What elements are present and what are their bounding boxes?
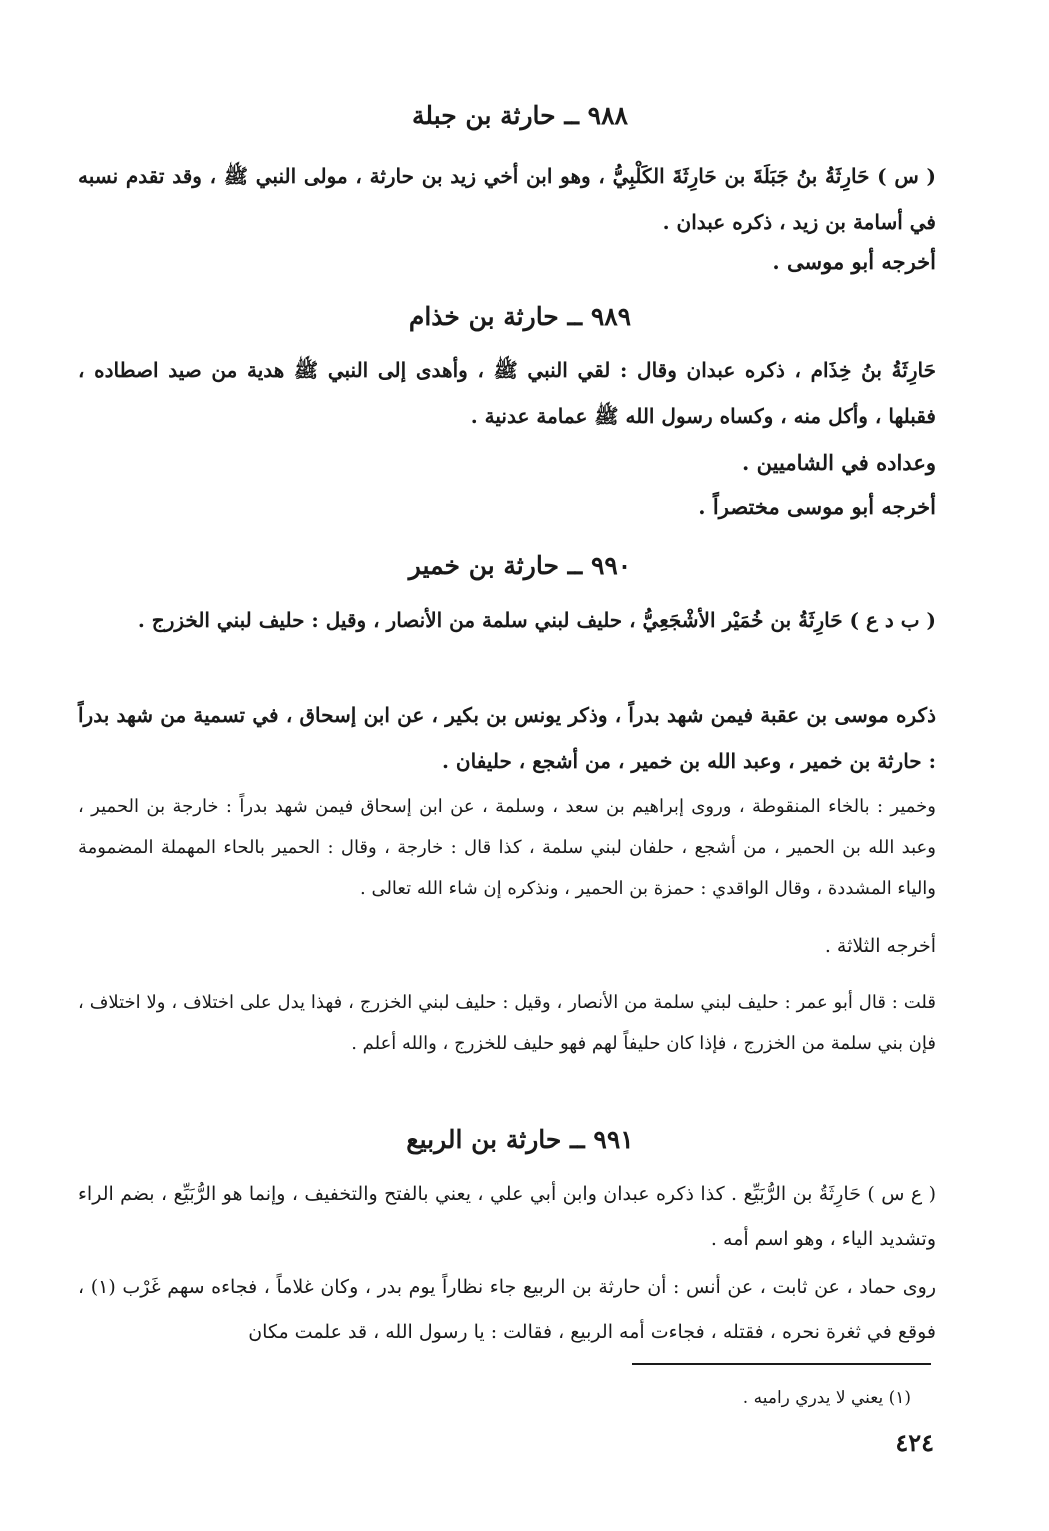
entry-paragraph: ذكره موسى بن عقبة فيمن شهد بدراً ، وذكر يونس بن بكير ، عن ابن إسحاق ، في تسمية من شهد بدراً : حارثة بن خمير ، وعبد الله بن خمير ، من أشجع ، حليفان . [78, 703, 936, 773]
entry-heading: ٩٩١ ــ حارثة بن الربيع [406, 1125, 634, 1154]
page-number: ٤٢٤ [895, 1428, 934, 1457]
entry-paragraph: أخرجه أبو موسى مختصراً . [698, 494, 936, 519]
footnote: (١) يعني لا يدري راميه . [742, 1388, 911, 1408]
entry-paragraph: قلت : قال أبو عمر : حليف لبني سلمة من الأنصار ، وقيل : حليف لبني الخزرج ، فهذا يدل على اختلاف ، ولا اختلاف ، فإن بني سلمة من الخزرج ، فإذا كان حليفاً لهم فهو حليف للخزرج ، والله أعلم . [78, 992, 936, 1054]
entry-paragraph: وخمير : بالخاء المنقوطة ، وروى إبراهيم بن سعد ، وسلمة ، عن ابن إسحاق فيمن شهد بدراً : خارجة بن الحمير ، وعبد الله بن الحمير ، من أشجع ، حلفان لبني سلمة ، كذا قال : خارجة ، وقال : الحمير بالحاء المهملة المضمومة والياء المشددة ، وقال الواقدي : حمزة بن الحمير ، ونذكره إن شاء الله تعالى . [78, 796, 936, 899]
entry-paragraph: حَارِثَةُ بنُ خِذَام ، ذكره عبدان وقال : لقي النبي ﷺ ، وأهدى إلى النبي ﷺ هدية من صيد اصطاده ، فقبلها ، وأكل منه ، وكساه رسول الله ﷺ عمامة عدنية . [78, 358, 936, 428]
entry-paragraph: ( س ) حَارِثَةُ بنُ جَبَلَةَ بن حَارِثَةَ الكَلْبِيُّ ، وهو ابن أخي زيد بن حارثة ، مولى النبي ﷺ ، وقد تقدم نسبه في أسامة بن زيد ، ذكره عبدان . [78, 164, 936, 234]
entry-paragraph: ( ب د ع ) حَارِثَةُ بن خُمَيْر الأشْجَعِيُّ ، حليف لبني سلمة من الأنصار ، وقيل : حليف لبني الخزرج . [137, 608, 936, 632]
entry-heading: ٩٨٩ ــ حارثة بن خذام [408, 302, 632, 331]
entry-paragraph: أخرجه الثلاثة . [824, 935, 936, 957]
entry-heading: ٩٩٠ ــ حارثة بن خمير [408, 551, 632, 580]
entry-paragraph: وعداده في الشاميين . [742, 450, 936, 475]
footnote-divider [632, 1363, 931, 1365]
entry-heading: ٩٨٨ ــ حارثة بن جبلة [412, 101, 628, 130]
entry-paragraph: ( ع س ) حَارِثَةُ بن الرُّبَيِّع . كذا ذكره عبدان وابن أبي علي ، يعني بالفتح والتخفيف ، وإنما هو الرُّبَيِّع ، بضم الراء وتشديد الياء ، وهو اسم أمه . [78, 1183, 936, 1250]
entry-paragraph: أخرجه أبو موسى . [772, 249, 936, 274]
entry-paragraph: روى حماد ، عن ثابت ، عن أنس : أن حارثة بن الربيع جاء نظاراً يوم بدر ، وكان غلاماً ، فجاءه سهم غَرْب (١) ، فوقع في ثغرة نحره ، فقتله ، فجاءت أمه الربيع ، فقالت : يا رسول الله ، قد علمت مكان [78, 1276, 936, 1343]
